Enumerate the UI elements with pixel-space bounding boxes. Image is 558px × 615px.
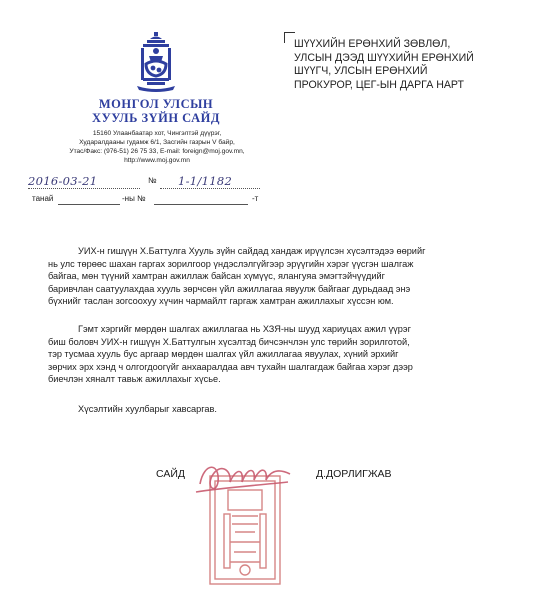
organization-name [70,97,242,125]
body-line: тэр тусмаа хууль бус аргаар мөрдөн шалгах үйл ажиллагаа явуулах, хүний эрхийг [48,349,399,360]
body-line: биечлэн хяналт тавьж ажиллахыг хүсье. [48,374,221,385]
body-line: Гэмт хэргийг мөрдөн шалгах ажиллагаа нь ХЗЯ-ны шууд хариуцах ажил үүрэг [78,324,411,334]
addressee-bracket [284,32,295,43]
body-paragraph-2 [48,323,518,386]
organization-address [68,129,246,165]
addressee-line: ШҮҮГЧ, УЛСЫН ЕРӨНХИЙ [294,65,428,77]
handwritten-number: 1-1/1182 [178,174,233,188]
body-line: бүхнийг таслан зогсоохуу хүчин чармайлт гаргаж хамтран ажиллахыг хүссэн юм. [48,296,394,307]
ref-suffix: -т [252,194,259,203]
handwritten-date: 2016-03-21 [28,174,98,188]
body-line: баривчлан саатуулахдаа хууль зөрчсөн үйл ажиллагаа явуулж байгааг дурьдаад энэ [48,283,411,294]
number-label: № [148,176,157,185]
address-line: Утас/Факс: (976-51) 26 75 33, E-mail: foreign@moj.gov.mn, [69,148,245,155]
ref-prefix: танай [32,194,54,203]
body-paragraph-1 [48,245,518,308]
ref-rule-number [154,204,248,205]
organization-name-line2: ХУУЛЬ ЗҮЙН САЙД [92,111,220,125]
date-rule [28,188,140,189]
letter-date-number-line [28,174,258,190]
body-line: биш боловч УИХ-н гишүүн Х.Баттулгын хүсэлтэд бичсэнчлэн улс төрийн зорилготой, [48,336,410,347]
body-line: зөрчих эрх хэнд ч олгогдоогүйг анхааралдаа авч тухайн шалгагдаж байгаа хэрэг дээр [48,361,413,372]
ref-rule-date [58,204,120,205]
address-line: http://www.moj.gov.mn [124,157,190,164]
body-line: байгаа, мөн түүний хамтран ажиллаж байсан хүмүүс, ялангуяа эмэгтэйчүүдийг [48,271,386,282]
address-line: 15160 Улаанбаатар хот, Чингэлтэй дүүрэг, [92,130,222,137]
signatory-name: Д.ДОРЛИГЖАВ [316,468,392,480]
signature-title: САЙД [156,468,186,480]
closing-line: Хүсэлтийн хуулбарыг хавсаргав. [78,404,217,414]
ref-middle: -ны № [122,194,146,203]
addressee-line: УЛСЫН ДЭЭД ШҮҮХИЙН ЕРӨНХИЙ [294,51,474,64]
address-line: Хударалдааны гудамж 6/1, Засгийн газрын V байр, [79,139,235,146]
organization-name-line1: МОНГОЛ УЛСЫН [98,97,214,111]
addressee-line: ШҮҮХИЙН ЕРӨНХИЙ ЗӨВЛӨЛ, [294,38,451,50]
addressee-line: ПРОКУРОР, ЦЕГ-ЫН ДАРГА НАРТ [294,78,464,91]
official-stamp-icon [190,452,300,592]
state-emblem-icon [133,30,179,92]
number-rule [160,188,260,189]
body-line: нь улс төрөөс шахан гаргах зорилгоор үндэслэлгүйгээр эрүүгийн хэрэг үүсгэн шалгаж [48,258,414,269]
addressee-block [294,38,514,92]
body-line: УИХ-н гишүүн Х.Баттулга Хууль зүйн сайдад хандаж ирүүлсэн хүсэлтэдээ өөрийг [78,246,426,256]
reference-line [32,194,282,208]
